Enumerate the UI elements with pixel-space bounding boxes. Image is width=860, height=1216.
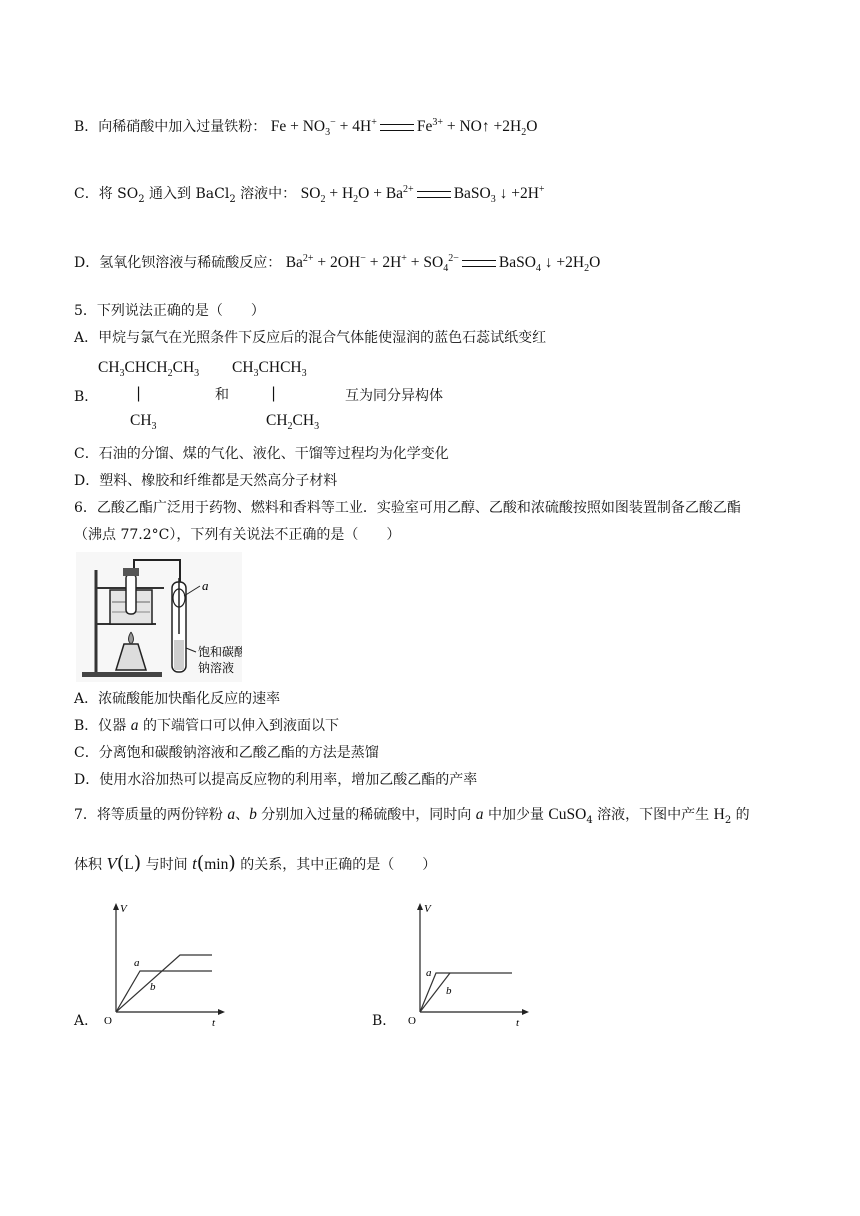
ester-apparatus-figure [76,552,242,682]
q7-graph-b [404,900,534,1030]
q6-stem-line2: （沸点 77.2°C），下列有关说法不正确的是（ ） [74,527,401,543]
apparatus-drawing [76,552,242,682]
q7-option-a-label: A． [74,1013,99,1029]
q4-option-c: C．将 $SO_2$ 通入到 BaCl$_2$ 溶液中： $SO_2 + H_2O + Ba^{2+}$ BaSO$_3$ ↓ +2H+ [74,183,545,206]
q5-b-label: B． [74,389,99,405]
q6-stem-line1: 6．乙酸乙酯广泛用于药物、燃料和香料等工业．实验室可用乙醇、乙酸和浓硫酸按照如图装置制备乙酸乙酯 [74,500,741,516]
q6-option-b: B．仪器 a 的下端管口可以伸入到液面以下 [74,717,339,734]
q7-graph-a [100,900,230,1030]
q4-c-equation: $SO_2 + H_2O + Ba^{2+}$ BaSO$_3$ ↓ +2H+ [300,183,545,206]
svg-text:t: t [516,1017,520,1029]
q5-b-bond-2: | [271,384,277,402]
q5-option-d: D．塑料、橡胶和纤维都是天然高分子材料 [74,473,338,489]
q5-b-molecule-2-top: $CH_3CHCH_3$ [232,359,307,380]
q5-b-he: 和 [215,387,229,403]
q6-option-d: D．使用水浴加热可以提高反应物的利用率，增加乙酸乙酯的产率 [74,772,478,788]
q5-b-tail: 互为同分异构体 [345,388,443,404]
svg-text:O: O [408,1015,416,1027]
svg-text:b: b [446,985,452,997]
q4-option-d: D．氢氧化钡溶液与稀硫酸反应： $Ba^{2+} + 2OH^- + 2H^+ + SO_4^{2-}$ BaSO$_4$ ↓ $+2H_2O$ [74,252,601,275]
svg-text:V: V [120,903,127,915]
q5-option-c: C．石油的分馏、煤的气化、液化、干馏等过程均为化学变化 [74,446,449,462]
q5-option-a: A．甲烷与氯气在光照条件下反应后的混合气体能使湿润的蓝色石蕊试纸变红 [74,330,547,346]
q5-b-molecule-1-top: $CH_3CHCH_2CH_3$ [98,359,200,380]
q5-b-molecule-1-sub: $CH_3$ [130,412,157,433]
q6-option-a: A．浓硫酸能加快酯化反应的速率 [74,691,281,707]
svg-text:a: a [134,957,140,969]
q7-stem-line2: 体积 V(L) 与时间 t(min) 的关系，其中正确的是（ ） [74,852,437,874]
svg-text:b: b [150,981,156,993]
svg-text:a: a [426,967,432,979]
q6-option-c: C．分离饱和碳酸钠溶液和乙酸乙酯的方法是蒸馏 [74,745,379,761]
q5-stem: 5．下列说法正确的是（ ） [74,303,265,319]
svg-text:V: V [424,903,431,915]
label-a: a [202,578,209,593]
q7-option-b-label: B． [372,1013,397,1029]
label-solution-2: 钠溶液 [198,661,235,675]
q4-b-equation: $Fe + NO_3^- + 4H^+$ $Fe^{3+}$ + NO↑ $+2H_2O$ [270,116,538,139]
svg-text:t: t [212,1017,216,1029]
q5-b-bond-1: | [136,384,142,402]
svg-text:O: O [104,1015,112,1027]
q4-d-equation: $Ba^{2+} + 2OH^- + 2H^+ + SO_4^{2-}$ BaSO$_4$ ↓ $+2H_2O$ [285,252,601,275]
q5-b-molecule-2-sub: $CH_2CH_3$ [266,412,320,433]
label-solution-1: 饱和碳酸 [198,645,242,659]
graph-a-drawing [100,900,230,1030]
q7-stem-line1: 7．将等质量的两份锌粉 a、b 分别加入过量的稀硫酸中，同时向 a 中加少量 CuSO$_4$ 溶液，下图中产生 $H_2$ 的 [74,806,750,826]
graph-b-drawing [404,900,534,1030]
q4-option-b: B．向稀硝酸中加入过量铁粉： $Fe + NO_3^- + 4H^+$ $Fe^{3+}$ + NO↑ $+2H_2O$ [74,116,538,139]
